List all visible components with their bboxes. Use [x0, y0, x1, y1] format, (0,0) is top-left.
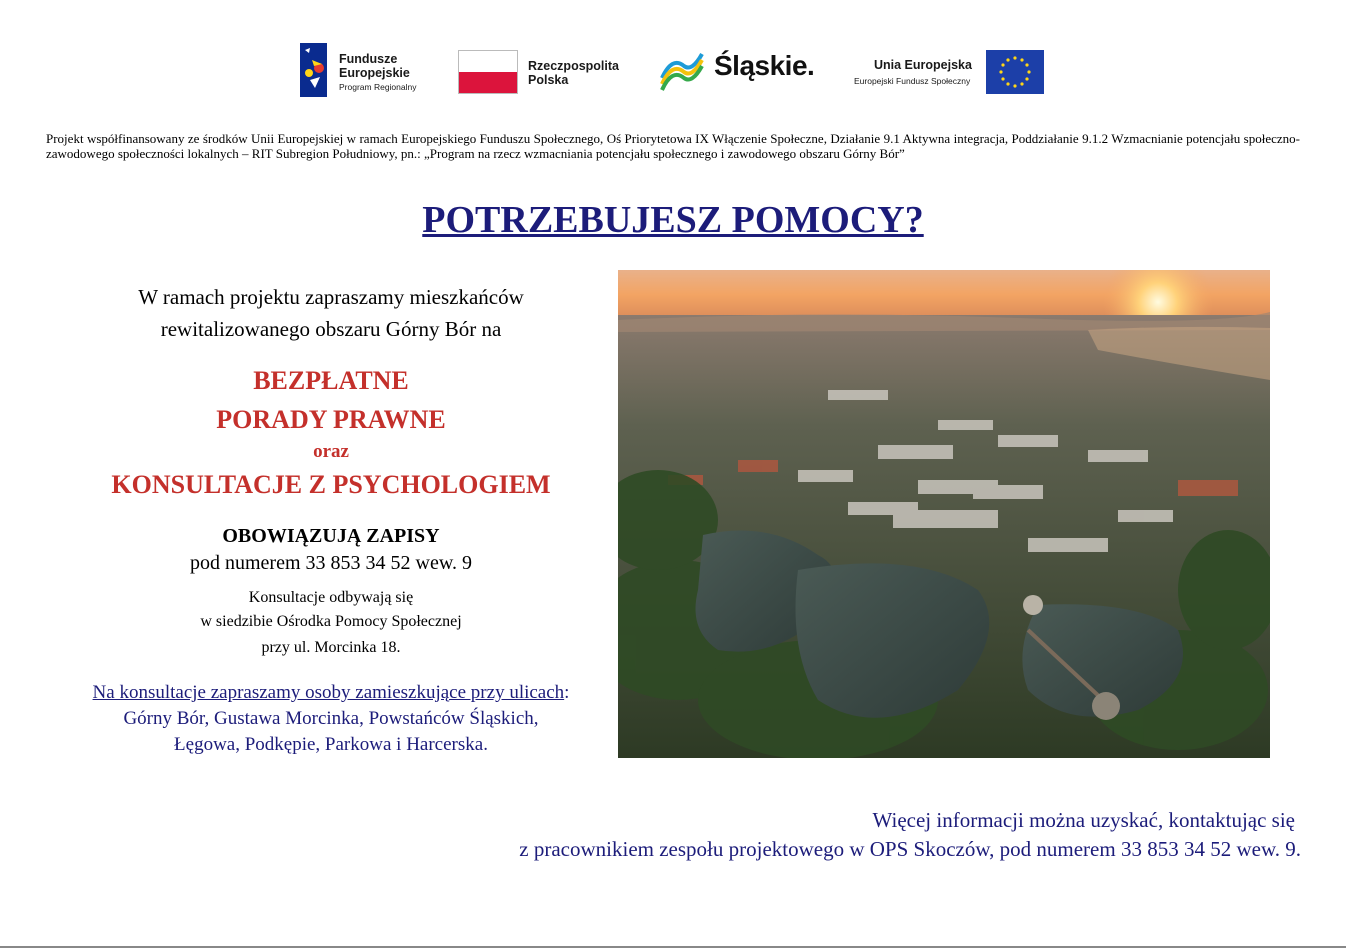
contact-line2: z pracownikiem zespołu projektowego w OPS Skoczów, pod numerem 33 853 34 52 wew. 9. [519, 837, 1301, 861]
invite-line1: W ramach projektu zapraszamy mieszkańców [138, 285, 524, 309]
consultation-location [40, 586, 622, 660]
fe-line2: Europejskie [339, 66, 410, 80]
fe-line3: Program Regionalny [339, 82, 417, 92]
page-bottom-divider [0, 946, 1346, 948]
slaskie-logo [658, 40, 828, 100]
offer-line3: KONSULTACJE Z PSYCHOLOGIEM [111, 470, 551, 499]
consult-line3: przy ul. Morcinka 18. [261, 639, 401, 656]
rp-line2: Polska [528, 73, 569, 87]
offer-conjunction: oraz [313, 441, 349, 462]
page-title: POTRZEBUJESZ POMOCY? [422, 199, 924, 241]
eu-flag-icon [986, 50, 1044, 94]
slaskie-text: Śląskie. [714, 50, 815, 81]
consult-line2: w siedzibie Ośrodka Pomocy Społecznej [200, 613, 462, 630]
registration-phone: pod numerem 33 853 34 52 wew. 9 [190, 552, 472, 574]
offer-line2: PORADY PRAWNE [216, 405, 446, 434]
contact-line1: Więcej informacji można uzyskać, kontaktując się [872, 808, 1295, 832]
streets-line2: Łęgowa, Podkępie, Parkowa i Harcerska. [174, 734, 488, 755]
offer-block [40, 361, 622, 504]
fundusze-europejskie-logo [300, 40, 450, 100]
contact-info [519, 806, 1301, 864]
project-funding-text: Projekt współfinansowany ze środków Unii Europejskiej w ramach Europejskiego Funduszu Społecznego, Oś Priorytetowa IX Włączenie Społeczne, Działanie 9.1 Aktywna integracja, Poddziałanie 9.1.2 Wzmacnianie potencjału społeczno-zawodowego społeczności lokalnych – RIT Subregion Południowy, pn.: „Program na rzecz wzmacniania potencjału społecznego i zawodowego obszaru Górny Bór” [46, 131, 1300, 161]
invite-line2: rewitalizowanego obszaru Górny Bór na [160, 317, 502, 341]
registration-title: OBOWIĄZUJĄ ZAPISY [222, 525, 440, 547]
streets-line1: Górny Bór, Gustawa Morcinka, Powstańców Śląskich, [123, 708, 539, 729]
left-column [40, 281, 622, 758]
fe-line1: Fundusze [339, 52, 398, 66]
ue-line1: Unia Europejska [874, 58, 972, 72]
unia-europejska-logo [850, 40, 1050, 100]
logos-bar [300, 40, 1050, 100]
rzeczpospolita-logo [458, 40, 638, 100]
fe-flag-icon [300, 40, 330, 100]
polish-flag-icon [458, 50, 518, 94]
aerial-photo-image [618, 270, 1270, 758]
ue-line2: Europejski Fundusz Społeczny [854, 76, 971, 86]
streets-lead-line [40, 680, 622, 706]
slaskie-waves-icon [658, 48, 706, 96]
invite-text [40, 281, 622, 345]
streets-block [40, 680, 622, 758]
streets-colon: : [564, 682, 570, 703]
rp-line1: Rzeczpospolita [528, 59, 619, 73]
streets-lead: Na konsultacje zapraszamy osoby zamieszkujące przy ulicach [92, 682, 565, 703]
consult-line1: Konsultacje odbywają się [248, 589, 414, 606]
offer-line1: BEZPŁATNE [253, 366, 409, 395]
aerial-photo [618, 270, 1270, 758]
